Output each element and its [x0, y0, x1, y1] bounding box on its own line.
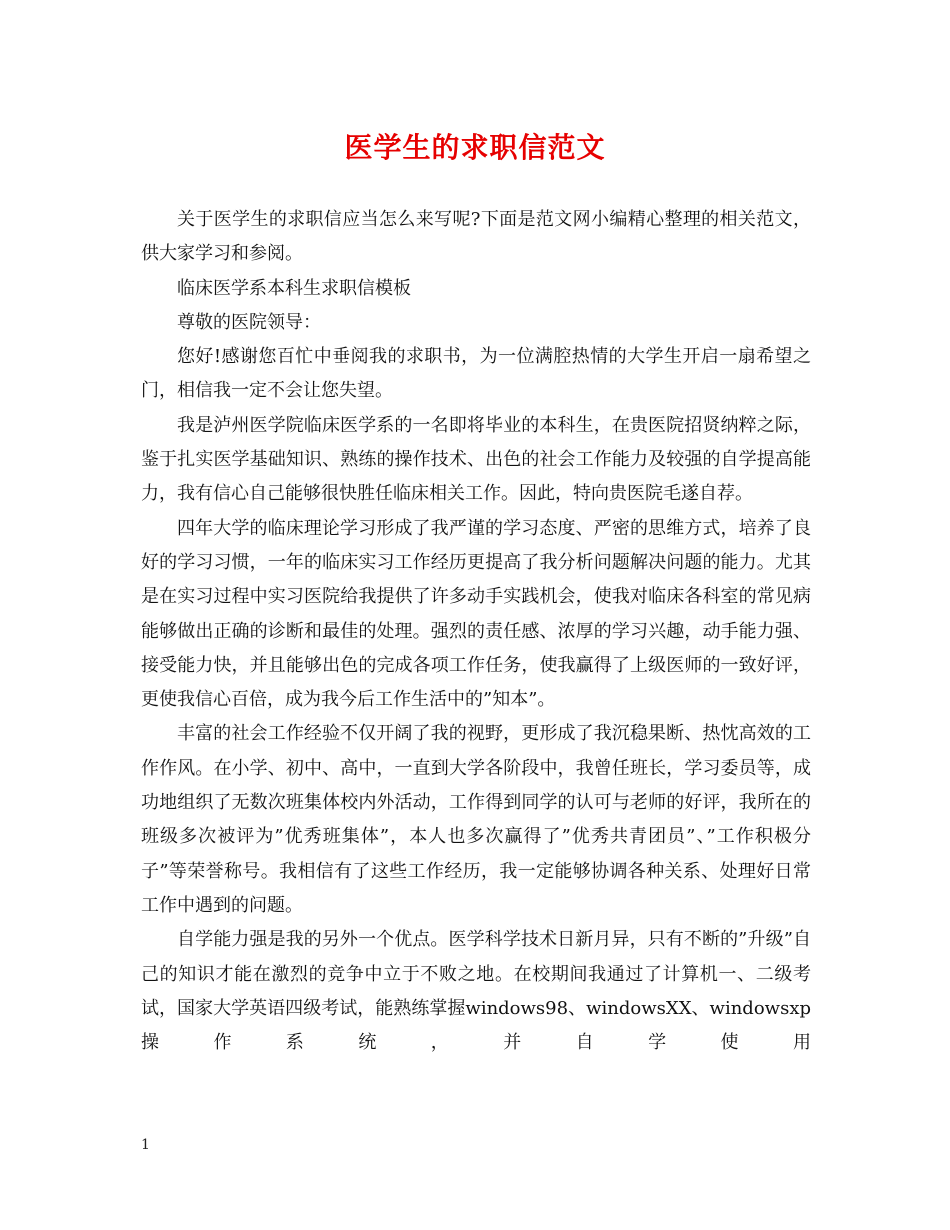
document-body	[141, 203, 811, 1060]
section-heading: 临床医学系本科生求职信模板	[177, 277, 411, 299]
self-study-paragraph: 自学能力强是我的另外一个优点。医学科学技术日新月异，只有不断的”升级”自己的知识才能在激烈的竞争中立于不败之地。在校期间我通过了计算机一、二级考试，国家大学英语四级考试，能熟练掌握windows98、windowsXX、windowsxp操作系统，并自学使用	[141, 929, 811, 1054]
introduction-paragraph: 我是泸州医学院临床医学系的一名即将毕业的本科生，在贵医院招贤纳粹之际，鉴于扎实医学基础知识、熟练的操作技术、出色的社会工作能力及较强的自学提高能力，我有信心自己能够很快胜任临床相关工作。因此，特向贵医院毛遂自荐。	[141, 414, 811, 505]
page-number: 1	[141, 1137, 150, 1153]
greeting-paragraph: 您好!感谢您百忙中垂阅我的求职书，为一位满腔热情的大学生开启一扇希望之门，相信我一定不会让您失望。	[141, 346, 811, 402]
study-paragraph: 四年大学的临床理论学习形成了我严谨的学习态度、严密的思维方式，培养了良好的学习习惯，一年的临床实习工作经历更提高了我分析问题解决问题的能力。尤其是在实习过程中实习医院给我提供了许多动手实践机会，使我对临床各科室的常见病能够做出正确的诊断和最佳的处理。强烈的责任感、浓厚的学习兴趣，动手能力强、接受能力快，并且能够出色的完成各项工作任务，使我赢得了上级医师的一致好评，更使我信心百倍，成为我今后工作生活中的”知本”。	[141, 517, 811, 711]
intro-paragraph: 关于医学生的求职信应当怎么来写呢?下面是范文网小编精心整理的相关范文，供大家学习和参阅。	[141, 209, 811, 265]
salutation: 尊敬的医院领导：	[177, 311, 321, 333]
document-title: 医学生的求职信范文	[344, 131, 606, 164]
experience-paragraph: 丰富的社会工作经验不仅开阔了我的视野，更形成了我沉稳果断、热忱高效的工作作风。在小学、初中、高中，一直到大学各阶段中，我曾任班长，学习委员等，成功地组织了无数次班集体校内外活动，工作得到同学的认可与老师的好评，我所在的班级多次被评为”优秀班集体”，本人也多次赢得了”优秀共青团员”、”工作积极分子”等荣誉称号。我相信有了这些工作经历，我一定能够协调各种关系、处理好日常工作中遇到的问题。	[141, 723, 811, 916]
